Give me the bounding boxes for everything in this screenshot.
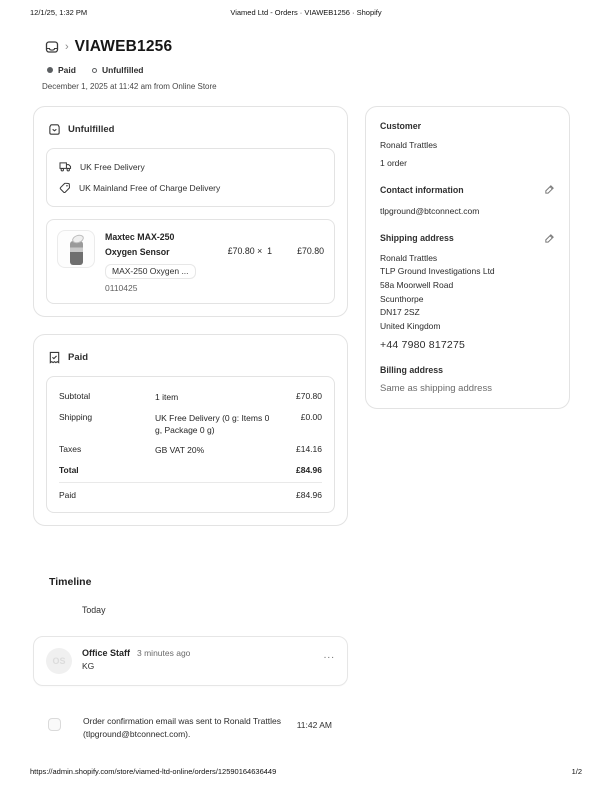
line-total: £70.80 bbox=[297, 246, 324, 256]
unit-price: £70.80 bbox=[227, 246, 255, 256]
shipping-address-block: Ronald Trattles TLP Ground Investigations Ltd 58a Moorwell Road Scunthorpe DN17 2SZ United Kingdom bbox=[380, 252, 495, 331]
payment-card-header: Paid bbox=[46, 347, 335, 366]
page-title: VIAWEB1256 bbox=[74, 38, 173, 55]
line-item bbox=[46, 219, 335, 304]
delivery-tag-label: UK Mainland Free of Charge Delivery bbox=[79, 183, 221, 193]
comment-menu-icon[interactable]: ... bbox=[323, 649, 335, 661]
email-event-icon bbox=[48, 718, 61, 731]
comment-time-ago: 3 minutes ago bbox=[137, 647, 191, 658]
order-header bbox=[45, 38, 570, 56]
shipping-address-heading: Shipping address bbox=[380, 233, 555, 244]
product-title-link[interactable]: Maxtec MAX-250 Oxygen Sensor bbox=[105, 232, 175, 258]
print-header bbox=[30, 8, 582, 17]
unfulfilled-card bbox=[33, 106, 348, 317]
customer-card bbox=[365, 106, 570, 409]
payment-card bbox=[33, 334, 348, 525]
paid-dot-icon bbox=[47, 67, 53, 73]
timeline-heading: Timeline bbox=[49, 575, 92, 588]
package-icon bbox=[48, 123, 61, 136]
customer-email-link[interactable]: tlpground@btconnect.com bbox=[380, 206, 480, 217]
receipt-check-icon bbox=[48, 351, 61, 364]
total-row: Total £84.96 bbox=[59, 464, 322, 475]
avatar: OS bbox=[46, 648, 72, 674]
billing-address-heading: Billing address bbox=[380, 365, 444, 376]
comment-text: KG bbox=[82, 660, 95, 671]
order-date-line: December 1, 2025 at 11:42 am from Online Store bbox=[42, 82, 217, 91]
timeline-event-time: 11:42 AM bbox=[296, 719, 332, 730]
timeline-event-row bbox=[33, 715, 348, 741]
payment-status-badge: Paid bbox=[47, 65, 76, 75]
product-thumbnail bbox=[57, 230, 95, 268]
print-datetime: 12/1/25, 1:32 PM bbox=[30, 8, 88, 17]
line-item-pricing bbox=[228, 246, 324, 293]
billing-address-value: Same as shipping address bbox=[380, 383, 492, 395]
multiply-sign: × bbox=[257, 246, 263, 256]
payment-summary-box bbox=[46, 376, 335, 512]
product-sku: 0110425 bbox=[105, 283, 138, 294]
customer-order-count: 1 order bbox=[380, 157, 407, 168]
orders-icon[interactable] bbox=[45, 40, 59, 54]
timeline-comment-card bbox=[33, 636, 348, 686]
taxes-row: Taxes GB VAT 20% £14.16 bbox=[59, 444, 322, 456]
truck-icon bbox=[59, 161, 72, 172]
paid-row: Paid £84.96 bbox=[59, 489, 322, 500]
variant-chip: MAX-250 Oxygen ... bbox=[105, 264, 196, 279]
delivery-info-box bbox=[46, 148, 335, 207]
timeline-day-label: Today bbox=[82, 604, 106, 615]
customer-phone-link[interactable]: +44 7980 817275 bbox=[380, 339, 466, 352]
tag-icon bbox=[59, 182, 71, 194]
print-footer bbox=[30, 767, 582, 776]
subtotal-row: Subtotal 1 item £70.80 bbox=[59, 391, 322, 403]
print-url: https://admin.shopify.com/store/viamed-ltd-online/orders/12590164636449 bbox=[30, 767, 277, 776]
unfulfilled-card-header: Unfulfilled bbox=[46, 119, 335, 138]
customer-name-link[interactable]: Ronald Trattles bbox=[380, 140, 438, 150]
breadcrumb-chevron-icon: › bbox=[65, 40, 69, 53]
edit-shipping-pencil-icon[interactable] bbox=[544, 233, 555, 244]
fulfillment-status-badge: Unfulfilled bbox=[92, 65, 144, 75]
customer-heading: Customer bbox=[380, 121, 422, 131]
delivery-tag-row bbox=[47, 177, 334, 199]
timeline-section bbox=[33, 576, 348, 741]
comment-author: Office Staff bbox=[82, 647, 131, 658]
shipping-row: Shipping UK Free Delivery (0 g: Items 0 g, Package 0 g) £0.00 bbox=[59, 411, 322, 435]
payment-divider bbox=[59, 482, 322, 483]
timeline-event-text: Order confirmation email was sent to Ronald Trattles (tlpground@btconnect.com). bbox=[83, 715, 281, 739]
contact-information-heading: Contact information bbox=[380, 184, 555, 195]
badge-row bbox=[47, 65, 570, 75]
quantity: 1 bbox=[267, 246, 272, 256]
edit-contact-pencil-icon[interactable] bbox=[544, 184, 555, 195]
unfulfilled-dot-icon bbox=[92, 68, 97, 73]
print-doc-title: Viamed Ltd - Orders · VIAWEB1256 · Shopify bbox=[230, 8, 382, 17]
delivery-method-row bbox=[47, 156, 334, 177]
delivery-method-label: UK Free Delivery bbox=[80, 161, 145, 172]
print-page-number: 1/2 bbox=[571, 767, 582, 776]
